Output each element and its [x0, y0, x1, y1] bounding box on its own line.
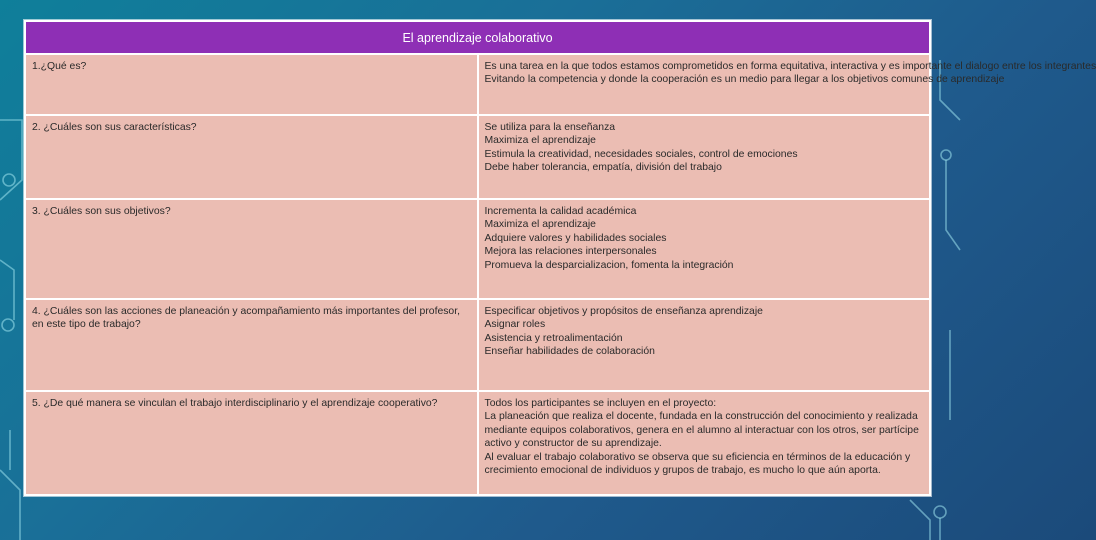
question-cell: 5. ¿De qué manera se vinculan el trabajo interdisciplinario y el aprendizaje cooperativo?: [25, 391, 478, 495]
answer-line: Incrementa la calidad académica: [484, 206, 637, 217]
answer-line: Enseñar habilidades de colaboración: [484, 346, 655, 358]
table-title: El aprendizaje colaborativo: [25, 21, 930, 54]
answer-cell: [478, 199, 931, 299]
question-cell: 2. ¿Cuáles son sus características?: [25, 115, 478, 199]
answer-line: Promueva la desparcializacion, fomenta la integración: [484, 259, 734, 271]
answer-line: Especificar objetivos y propósitos de enseñanza aprendizaje: [484, 306, 763, 317]
answer-cell: [478, 391, 931, 495]
table-row: [25, 54, 930, 115]
answer-cell: [478, 115, 931, 199]
table-header-row: [25, 21, 930, 54]
question-cell: 1.¿Qué es?: [25, 54, 478, 115]
answer-line: Mejora las relaciones interpersonales: [484, 246, 657, 258]
answer-cell: [478, 54, 1096, 115]
table-row: [25, 391, 930, 495]
question-cell: 3. ¿Cuáles son sus objetivos?: [25, 199, 478, 299]
answer-line: Evitando la competencia y donde la cooperación es un medio para llegar a los objetivos comunes de aprendizaje: [484, 74, 1005, 86]
question-cell: 4. ¿Cuáles son las acciones de planeación y acompañamiento más importantes del profesor, en este tipo de trabajo?: [25, 299, 478, 391]
answer-line: La planeación que realiza el docente, fundada en la construcción del conocimiento y realizada mediante equipos colaborativos, genera en el alumno al interactuar con los otros, ser partícipe activo y constructor de su aprendizaje.: [484, 411, 919, 450]
table-row: [25, 199, 930, 299]
answer-line: Maximiza el aprendizaje: [484, 219, 596, 231]
answer-line: Maximiza el aprendizaje: [484, 135, 596, 147]
table-row: [25, 115, 930, 199]
answer-line: Adquiere valores y habilidades sociales: [484, 232, 667, 244]
answer-line: Asignar roles: [484, 319, 546, 331]
table-row: [25, 299, 930, 391]
answer-line: Todos los participantes se incluyen en el proyecto:: [484, 398, 717, 409]
answer-line: Asistencia y retroalimentación: [484, 332, 623, 344]
answer-line: Estimula la creatividad, necesidades sociales, control de emociones: [484, 148, 798, 160]
answer-line: Se utiliza para la enseñanza: [484, 122, 616, 133]
answer-cell: [478, 299, 931, 391]
collaborative-learning-table: [24, 20, 1096, 496]
answer-line: Al evaluar el trabajo colaborativo se observa que su eficiencia en términos de la educación y crecimiento emocional de individuos y grupos de trabajo, es mucho lo que aún aporta.: [484, 451, 911, 477]
answer-line: Debe haber tolerancia, empatía, división del trabajo: [484, 162, 722, 174]
answer-line: Es una tarea en la que todos estamos comprometidos en forma equitativa, interactiva y es importante el dialogo entre los integrantes: [484, 61, 1096, 72]
content-table-container: [24, 20, 1096, 496]
